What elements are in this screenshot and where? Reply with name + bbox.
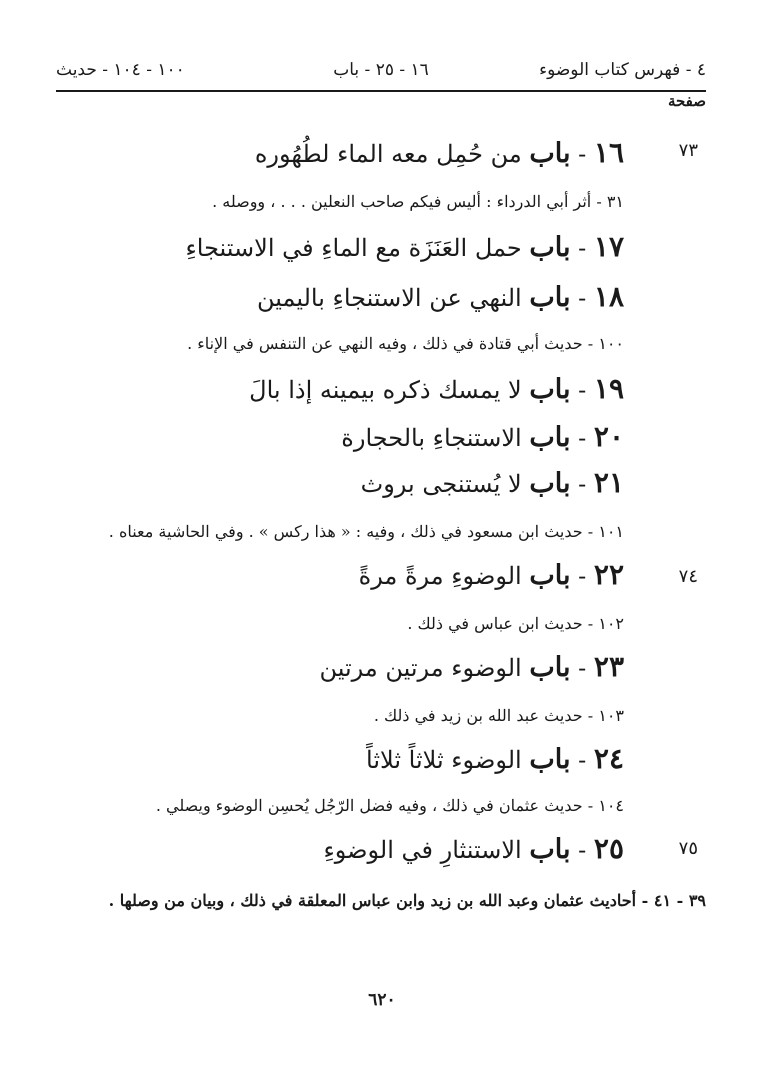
chapter-heading: ٢١ - باب لا يُستنجى بروث <box>360 466 624 499</box>
index-item: ٣١ - أثر أبي الدرداء : أليس فيكم صاحب النعلين . . . ، ووصله . <box>212 192 624 211</box>
chapter-title: الوضوء ثلاثاً ثلاثاً <box>366 746 522 774</box>
chapter-bab: باب <box>529 422 571 453</box>
chapter-number: ٢٠ <box>593 420 624 453</box>
chapter-heading: ٢٠ - باب الاستنجاءِ بالحجارة <box>341 420 624 453</box>
chapter-bab: باب <box>529 138 571 169</box>
chapter-title: النهي عن الاستنجاءِ باليمين <box>256 284 522 312</box>
running-header <box>56 52 706 92</box>
header-book-title: ٤ - فهرس كتاب الوضوء <box>539 60 706 80</box>
chapter-number: ١٨ <box>593 280 624 313</box>
header-chapter-range: ١٦ - ٢٥ - باب <box>333 60 429 80</box>
chapter-heading: ١٧ - باب حمل العَنَزَة مع الماءِ في الاستنجاءِ <box>185 230 624 263</box>
chapter-title: من حُمِل معه الماء لطُهُوره <box>254 140 522 168</box>
chapter-bab: باب <box>529 744 571 775</box>
page-column-label: صفحة <box>667 92 706 110</box>
page-ref: ٧٣ <box>678 140 698 161</box>
chapter-bab: باب <box>529 374 571 405</box>
chapter-number: ١٦ <box>593 136 624 169</box>
index-item: ١٠١ - حديث ابن مسعود في ذلك ، وفيه : « هذا ركس » . وفي الحاشية معناه . <box>108 522 624 541</box>
chapter-bab: باب <box>529 834 571 865</box>
chapter-number: ١٧ <box>593 230 624 263</box>
chapter-number: ٢٢ <box>593 558 624 591</box>
chapter-bab: باب <box>529 560 571 591</box>
chapter-number: ١٩ <box>593 372 624 405</box>
page-ref: ٧٤ <box>678 566 698 587</box>
index-item: ١٠٢ - حديث ابن عباس في ذلك . <box>407 614 624 633</box>
chapter-heading: ١٩ - باب لا يمسك ذكره بيمينه إذا بالَ <box>249 372 624 405</box>
chapter-title: حمل العَنَزَة مع الماءِ في الاستنجاءِ <box>185 234 522 262</box>
chapter-title: الوضوء مرتين مرتين <box>319 654 522 682</box>
chapter-bab: باب <box>529 652 571 683</box>
chapter-heading: ٢٢ - باب الوضوءِ مرةً مرةً <box>358 558 624 591</box>
chapter-number: ٢١ <box>593 466 624 499</box>
chapter-number: ٢٣ <box>593 650 624 683</box>
index-item: ١٠٠ - حديث أبي قتادة في ذلك ، وفيه النهي عن التنفس في الإناء . <box>187 334 624 353</box>
index-item: ٣٩ - ٤١ - أحاديث عثمان وعبد الله بن زيد وابن عباس المعلقة في ذلك ، وبيان من وصلها . <box>108 891 706 910</box>
chapter-heading: ٢٤ - باب الوضوء ثلاثاً ثلاثاً <box>366 742 624 775</box>
chapter-title: لا يمسك ذكره بيمينه إذا بالَ <box>249 376 522 404</box>
chapter-bab: باب <box>529 468 571 499</box>
page-ref: ٧٥ <box>678 838 698 859</box>
chapter-number: ٢٤ <box>593 742 624 775</box>
chapter-heading: ١٦ - باب من حُمِل معه الماء لطُهُوره <box>254 136 624 169</box>
chapter-heading: ١٨ - باب النهي عن الاستنجاءِ باليمين <box>256 280 624 313</box>
chapter-bab: باب <box>529 282 571 313</box>
index-item: ١٠٤ - حديث عثمان في ذلك ، وفيه فضل الرّجُل يُحسِن الوضوء ويصلي . <box>155 796 624 815</box>
index-item: ١٠٣ - حديث عبد الله بن زيد في ذلك . <box>373 706 624 725</box>
chapter-number: ٢٥ <box>593 832 624 865</box>
chapter-title: الاستنثارِ في الوضوءِ <box>323 836 522 864</box>
chapter-heading: ٢٥ - باب الاستنثارِ في الوضوءِ <box>323 832 624 865</box>
chapter-heading: ٢٣ - باب الوضوء مرتين مرتين <box>319 650 624 683</box>
chapter-bab: باب <box>529 232 571 263</box>
chapter-title: لا يُستنجى بروث <box>360 470 522 498</box>
chapter-title: الاستنجاءِ بالحجارة <box>341 424 522 452</box>
page-number: ٦٢٠ <box>368 990 396 1010</box>
header-hadith-range: ١٠٠ - ١٠٤ - حديث <box>56 60 185 80</box>
chapter-title: الوضوءِ مرةً مرةً <box>358 562 522 590</box>
